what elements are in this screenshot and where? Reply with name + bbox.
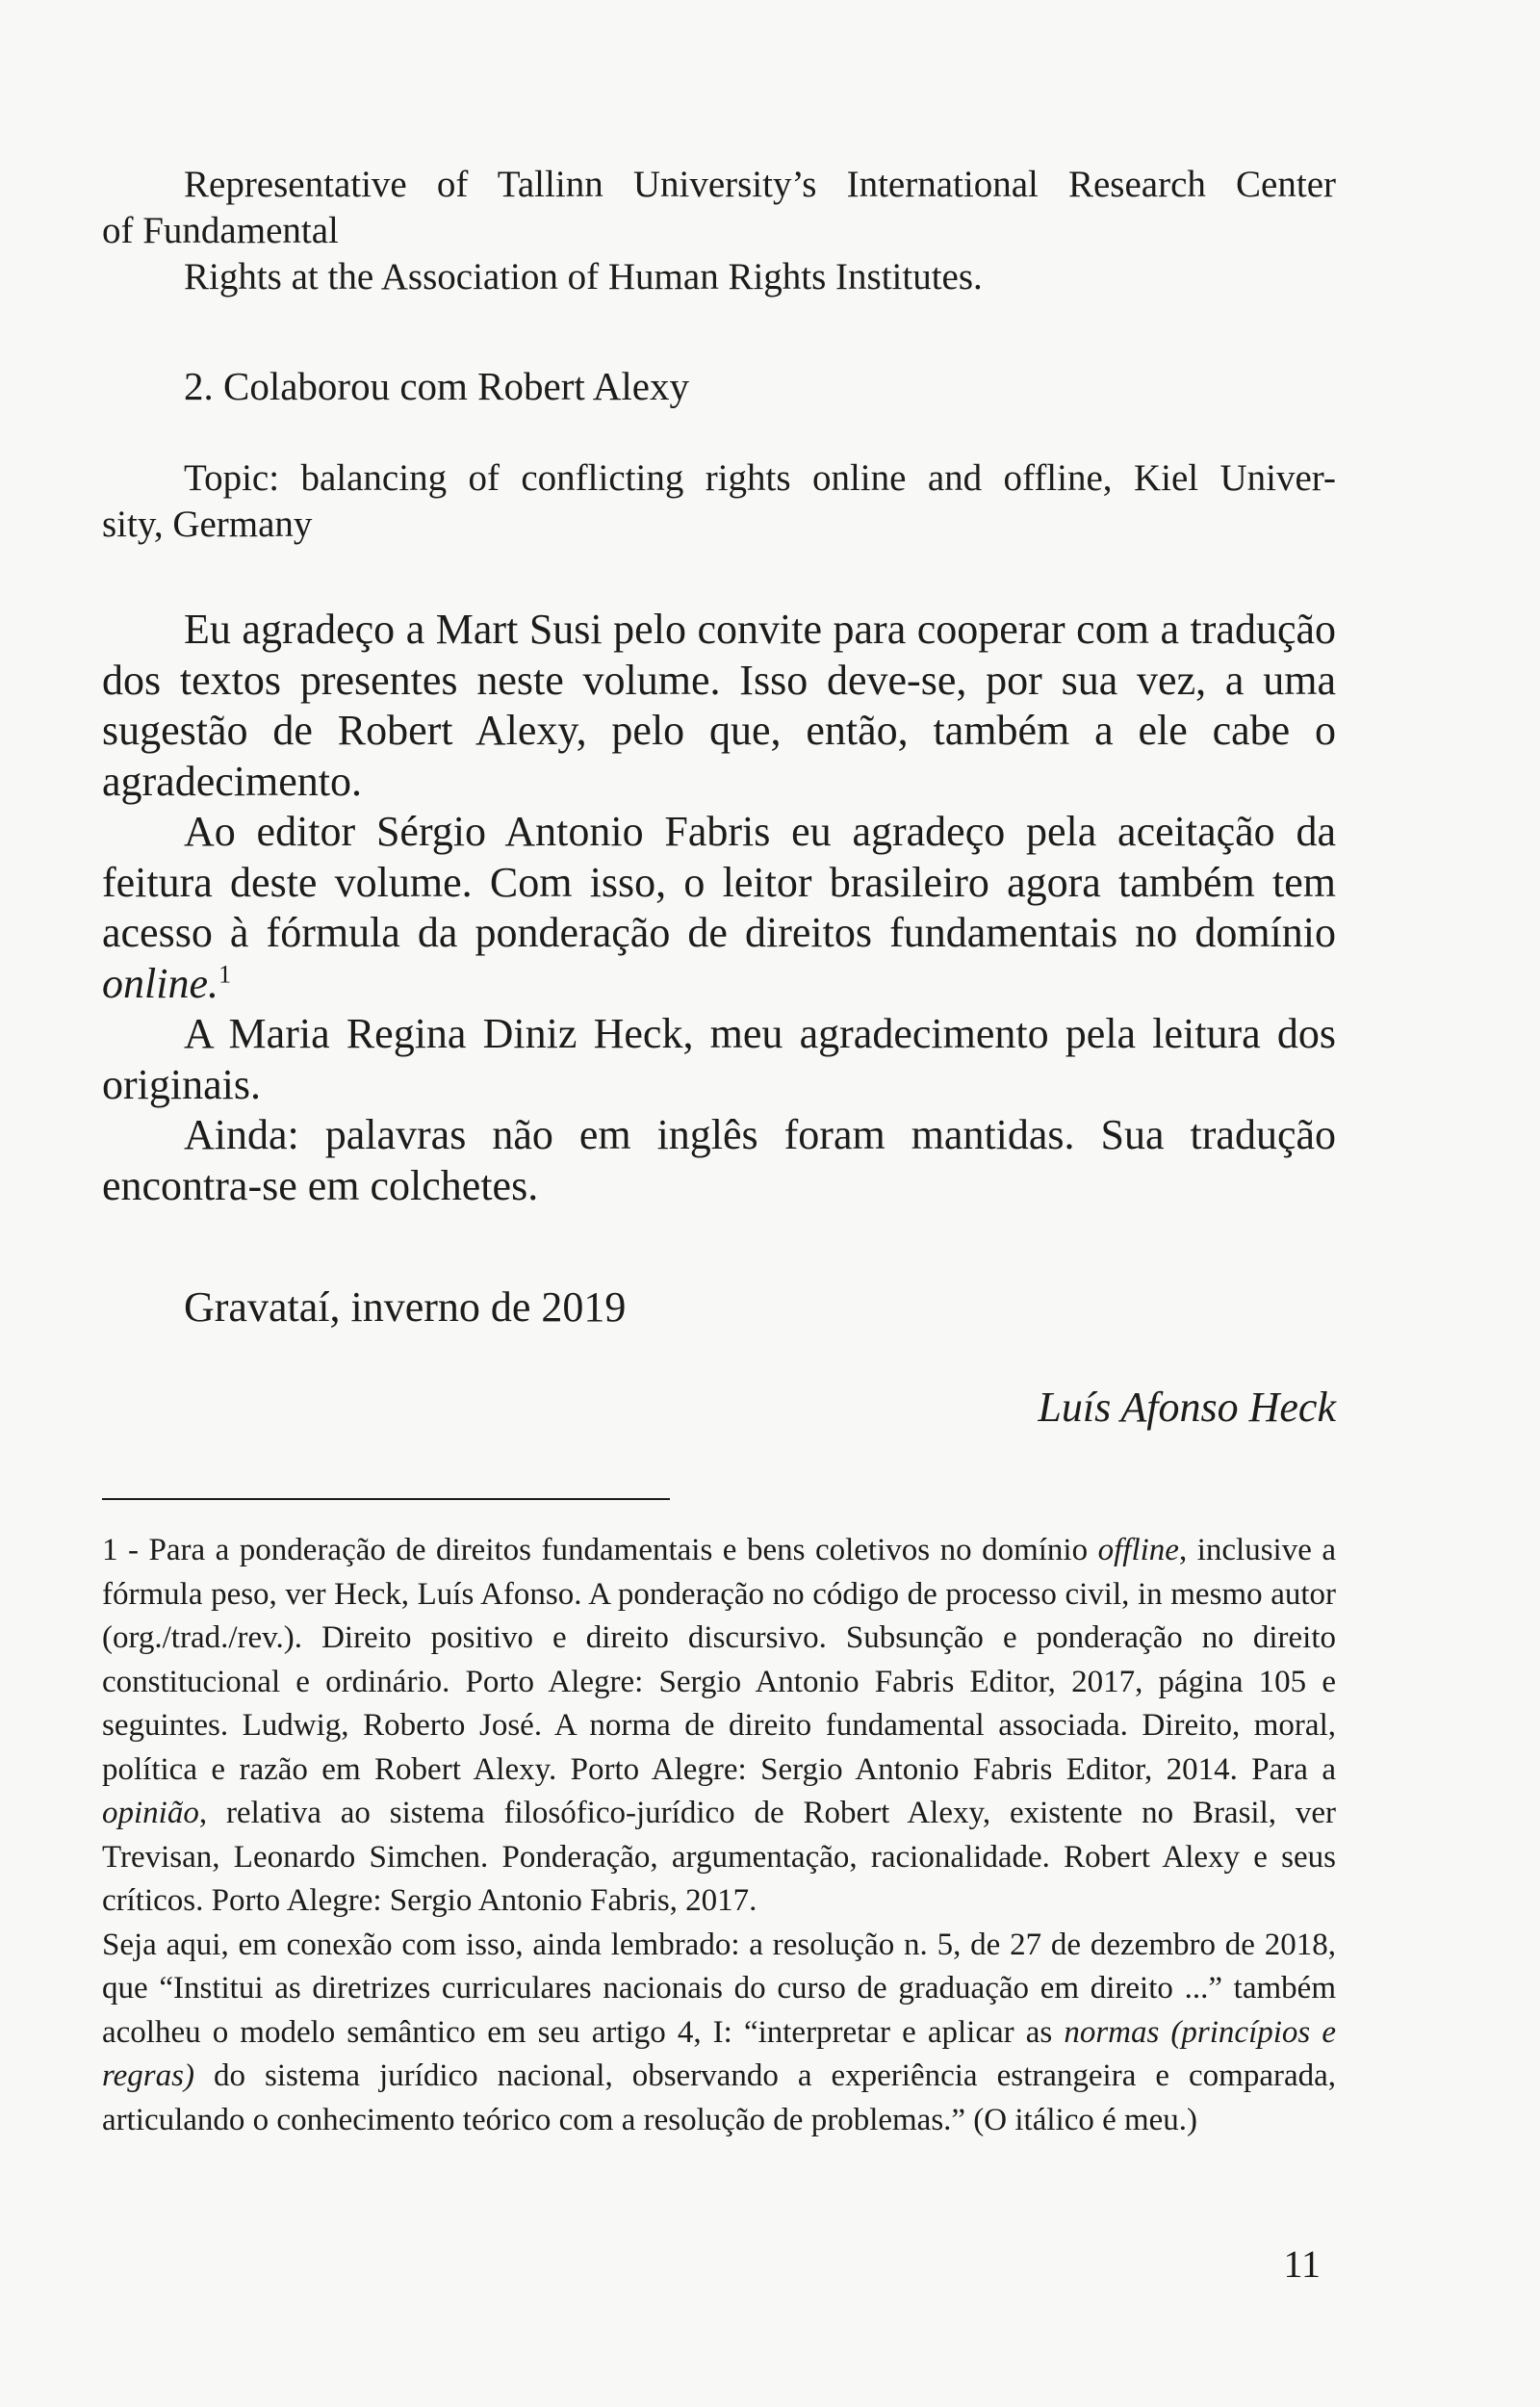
footnote-paragraph-2 — [102, 1924, 1336, 2143]
topic-line-1: Topic: balancing of conflicting rights online and offline, Kiel Univer- — [184, 457, 1336, 499]
body-paragraph-4: Ainda: palavras não em inglês foram mantidas. Sua tradução encontra-se em colchetes. — [102, 1111, 1336, 1209]
footnote-1-text-b: , inclusive a fórmula peso, ver Heck, Luís Afonso. A ponderação no código de processo civil, in mesmo autor (org./trad./rev.). Direito positivo e direito discursivo. Subsunção e ponderação no direito constitucional e ordinário. Porto Alegre: Sergio Antonio Fabris Editor, 2017, página 105 e seguintes. Ludwig, Roberto José. A norma de direito fundamental associada. Direito, moral, política e razão em Robert Alexy. Porto Alegre: Sergio Antonio Fabris Editor, 2014. Para a — [102, 1533, 1337, 1787]
topic-block — [102, 455, 1336, 548]
footnote-1-italic-offline: offline — [1097, 1533, 1179, 1567]
footnote-divider — [102, 1498, 670, 1500]
footnote-1-italic-opiniao: opinião — [102, 1796, 199, 1830]
footnote-block — [102, 1529, 1336, 2142]
footnote-2-text-b: do sistema jurídico nacional, observando a experiência estrangeira e comparada, articulando o conhecimento teórico com a resolução de problemas.” (O itálico é meu.) — [102, 2058, 1337, 2137]
footnote-2-text-a: Seja aqui, em conexão com isso, ainda lembrado: a resolução n. 5, de 27 de dezembro de 2018, que “Institui as diretrizes curriculares nacionais do curso de graduação em direito ...” também acolheu o modelo semântico em seu artigo 4, I: “interpretar e aplicar as — [102, 1927, 1336, 2050]
footnote-1-text-a: 1 - Para a ponderação de direitos fundamentais e bens coletivos no domínio — [102, 1533, 1089, 1567]
topic-line-2: sity, Germany — [102, 504, 313, 545]
footnote-1-text-c: , relativa ao sistema filosófico-jurídico de Robert Alexy, existente no Brasil, ver Trevisan, Leonardo Simchen. Ponderação, argumentação, racionalidade. Robert Alexy e seus críticos. Porto Alegre: Sergio Antonio Fabris, 2017. — [102, 1796, 1336, 1918]
representative-block — [102, 162, 1336, 300]
body-paragraph-2-italic: online. — [102, 959, 218, 1007]
representative-line-1: Representative of Tallinn University’s International Research Center — [184, 164, 1336, 205]
body-paragraph-2 — [102, 807, 1336, 1009]
author-signature: Luís Afonso Heck — [1038, 1384, 1336, 1431]
collaboration-heading: 2. Colaborou com Robert Alexy — [184, 364, 689, 408]
footnote-2-italic-normas: normas (princípios e regras) — [102, 2014, 1336, 2093]
body-paragraph-3: A Maria Regina Diniz Heck, meu agradecimento pela leitura dos originais. — [102, 1010, 1336, 1108]
place-and-date: Gravataí, inverno de 2019 — [184, 1283, 627, 1331]
footnote-paragraph-1 — [102, 1529, 1336, 1924]
body-paragraph-1: Eu agradeço a Mart Susi pelo convite para cooperar com a tradução dos textos presentes neste volume. Isso deve-se, por sua vez, a uma sugestão de Robert Alexy, pelo que, então, também a ele cabe o agradecimento. — [102, 606, 1336, 805]
body-paragraph-2-text: Ao editor Sérgio Antonio Fabris eu agradeço pela aceitação da feitura deste volume. Com isso, o leitor brasileiro agora também tem acesso à fórmula da ponderação de direitos fundamentais no domínio — [102, 808, 1336, 956]
page-number: 11 — [1283, 2242, 1321, 2286]
footnote-reference[interactable]: 1 — [218, 958, 232, 988]
representative-line-3: Rights at the Association of Human Rights Institutes. — [184, 256, 983, 298]
representative-line-2: of Fundamental — [102, 210, 339, 251]
acknowledgement-body — [102, 605, 1336, 1211]
